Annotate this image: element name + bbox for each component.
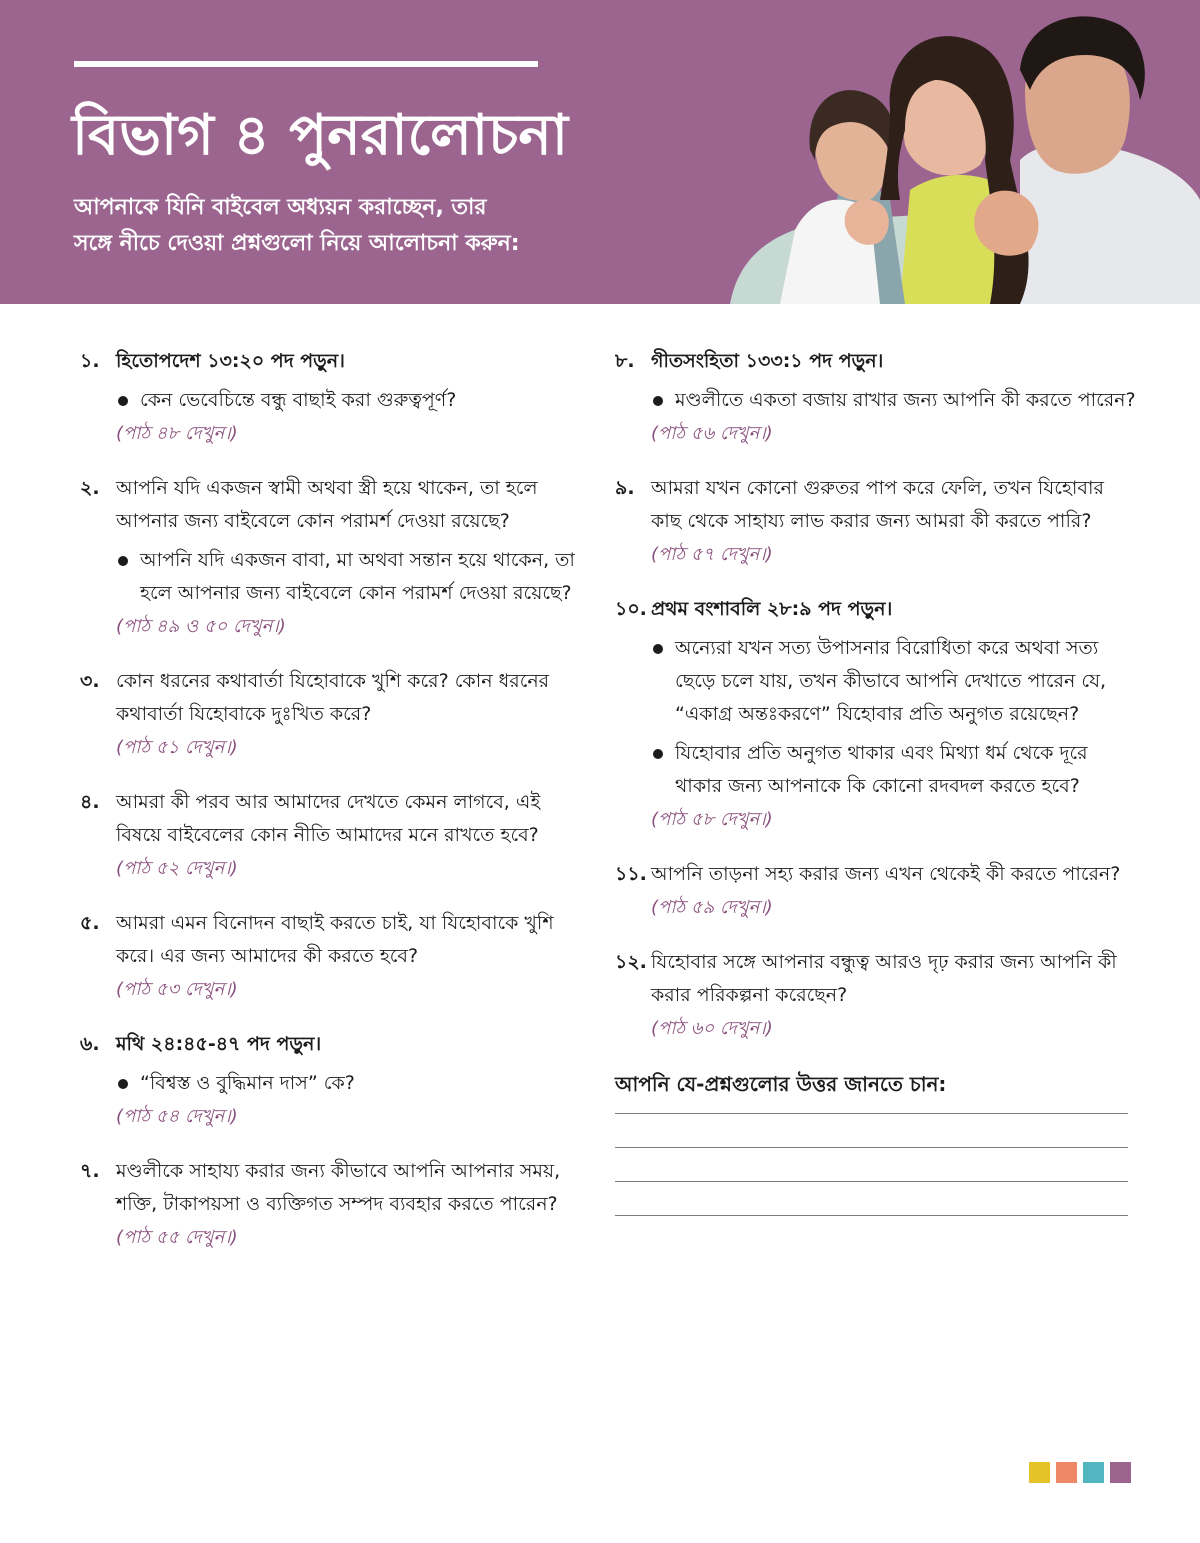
bullet-dot-icon — [653, 644, 663, 654]
question-10 — [615, 593, 1140, 836]
bullet-item — [116, 544, 590, 610]
answer-line[interactable] — [615, 1181, 1128, 1182]
bullet-item — [116, 1067, 590, 1100]
question-number: ১০. — [615, 598, 647, 620]
lesson-reference: (পাঠ ৫১ দেখুন।) — [116, 737, 238, 758]
lesson-reference: (পাঠ ৫৩ দেখুন।) — [116, 979, 238, 1000]
swatch-coral — [1056, 1462, 1077, 1483]
intro-text — [74, 190, 634, 262]
answer-line[interactable] — [615, 1113, 1128, 1114]
bullet-text: যিহোবার প্রতি অনুগত থাকার এবং মিথ্যা ধর্ম থেকে দূরে থাকার জন্য আপনাকে কি কোনো রদবদল করতে হবে? — [675, 742, 1088, 797]
question-number: ৬. — [80, 1033, 100, 1055]
bullet-dot-icon — [653, 749, 663, 759]
page-title: বিভাগ ৪ পুনরালোচনা — [72, 103, 569, 168]
question-7 — [80, 1155, 590, 1254]
color-swatches — [1029, 1462, 1131, 1483]
question-text: যিহোবার সঙ্গে আপনার বন্ধুত্ব আরও দৃঢ় করার জন্য আপনি কী করার পরিকল্পনা করেছেন? — [651, 951, 1117, 1006]
questions-column-right — [615, 345, 1140, 1249]
header-rule — [74, 61, 538, 67]
question-number: ৯. — [615, 477, 635, 499]
bullet-text: কেন ভেবেচিন্তে বন্ধু বাছাই করা গুরুত্বপূর্ণ? — [140, 389, 457, 411]
answer-line[interactable] — [615, 1215, 1128, 1216]
question-number: ১২. — [615, 951, 647, 973]
bullet-text: মণ্ডলীতে একতা বজায় রাখার জন্য আপনি কী করতে পারেন? — [675, 389, 1136, 411]
swatch-teal — [1083, 1462, 1104, 1483]
intro-line-1: আপনাকে যিনি বাইবেল অধ্যয়ন করাচ্ছেন, তার — [74, 195, 487, 220]
question-4 — [80, 786, 590, 885]
question-number: ৭. — [80, 1160, 100, 1182]
question-text: প্রথম বংশাবলি ২৮:৯ পদ পড়ুন। — [651, 598, 893, 620]
bullet-dot-icon — [118, 396, 128, 406]
swatch-purple — [1110, 1462, 1131, 1483]
questions-column-left — [80, 345, 590, 1276]
lesson-reference: (পাঠ ৫৯ দেখুন।) — [651, 897, 773, 918]
question-number: ২. — [80, 477, 100, 499]
question-5 — [80, 907, 590, 1006]
question-8 — [615, 345, 1140, 450]
bullet-dot-icon — [653, 396, 663, 406]
bullet-text: অন্যেরা যখন সত্য উপাসনার বিরোধিতা করে অথবা সত্য ছেড়ে চলে যায়, তখন কীভাবে আপনি দেখাতে পারেন যে, “একাগ্র অন্তঃকরণে” যিহোবার প্রতি অনুগত রয়েছেন? — [675, 637, 1107, 725]
question-9 — [615, 472, 1140, 571]
bullet-item — [651, 384, 1140, 417]
answers-section — [615, 1067, 1140, 1216]
question-number: ১. — [80, 350, 100, 372]
bullet-item — [651, 632, 1140, 731]
question-number: ৪. — [80, 791, 100, 813]
lesson-reference: (পাঠ ৫৬ দেখুন।) — [651, 423, 773, 444]
bullet-dot-icon — [118, 1079, 128, 1089]
question-3 — [80, 665, 590, 764]
intro-line-2: সঙ্গে নীচে দেওয়া প্রশ্নগুলো নিয়ে আলোচনা করুন: — [74, 231, 520, 256]
lesson-reference: (পাঠ ৫২ দেখুন।) — [116, 858, 238, 879]
bullet-dot-icon — [118, 556, 128, 566]
family-praying-illustration — [720, 0, 1200, 304]
question-text: গীতসংহিতা ১৩৩:১ পদ পড়ুন। — [651, 350, 884, 372]
question-11 — [615, 858, 1140, 924]
question-text: হিতোপদেশ ১৩:২০ পদ পড়ুন। — [116, 350, 345, 372]
lesson-reference: (পাঠ ৫৮ দেখুন।) — [651, 809, 773, 830]
answer-line[interactable] — [615, 1147, 1128, 1148]
swatch-yellow — [1029, 1462, 1050, 1483]
question-number: ৮. — [615, 350, 635, 372]
lesson-reference: (পাঠ ৪৯ ও ৫০ দেখুন।) — [116, 616, 286, 637]
bullet-text: “বিশ্বস্ত ও বুদ্ধিমান দাস” কে? — [140, 1072, 355, 1094]
question-text: আপনি তাড়না সহ্য করার জন্য এখন থেকেই কী করতে পারেন? — [651, 863, 1121, 885]
question-12 — [615, 946, 1140, 1045]
question-text: আমরা যখন কোনো গুরুতর পাপ করে ফেলি, তখন যিহোবার কাছ থেকে সাহায্য লাভ করার জন্য আমরা কী করতে পারি? — [651, 477, 1104, 532]
bullet-item — [116, 384, 590, 417]
question-text: মথি ২৪:৪৫-৪৭ পদ পড়ুন। — [116, 1033, 322, 1055]
lesson-reference: (পাঠ ৫৫ দেখুন।) — [116, 1227, 238, 1248]
question-text: মণ্ডলীকে সাহায্য করার জন্য কীভাবে আপনি আপনার সময়, শক্তি, টাকাপয়সা ও ব্যক্তিগত সম্পদ ব্যবহার করতে পারেন? — [116, 1160, 561, 1215]
lesson-reference: (পাঠ ৫৭ দেখুন।) — [651, 544, 773, 565]
question-number: ৩. — [80, 670, 100, 692]
question-number: ১১. — [615, 863, 647, 885]
question-1 — [80, 345, 590, 450]
question-6 — [80, 1028, 590, 1133]
header-banner — [0, 0, 1200, 304]
question-text: কোন ধরনের কথাবার্তা যিহোবাকে খুশি করে? কোন ধরনের কথাবার্তা যিহোবাকে দুঃখিত করে? — [116, 670, 550, 725]
question-text: আপনি যদি একজন স্বামী অথবা স্ত্রী হয়ে থাকেন, তা হলে আপনার জন্য বাইবেলে কোন পরামর্শ দেওয়া রয়েছে? — [116, 477, 538, 532]
bullet-item — [651, 737, 1140, 803]
answers-heading: আপনি যে-প্রশ্নগুলোর উত্তর জানতে চান: — [615, 1072, 947, 1096]
question-number: ৫. — [80, 912, 100, 934]
question-text: আমরা এমন বিনোদন বাছাই করতে চাই, যা যিহোবাকে খুশি করে। এর জন্য আমাদের কী করতে হবে? — [116, 912, 554, 967]
question-2 — [80, 472, 590, 643]
lesson-reference: (পাঠ ৪৮ দেখুন।) — [116, 423, 238, 444]
lesson-reference: (পাঠ ৬০ দেখুন।) — [651, 1018, 773, 1039]
question-text: আমরা কী পরব আর আমাদের দেখতে কেমন লাগবে, এই বিষয়ে বাইবেলের কোন নীতি আমাদের মনে রাখতে হবে? — [116, 791, 541, 846]
lesson-reference: (পাঠ ৫৪ দেখুন।) — [116, 1106, 238, 1127]
bullet-text: আপনি যদি একজন বাবা, মা অথবা সন্তান হয়ে থাকেন, তা হলে আপনার জন্য বাইবেলে কোন পরামর্শ দেওয়া রয়েছে? — [140, 549, 575, 604]
